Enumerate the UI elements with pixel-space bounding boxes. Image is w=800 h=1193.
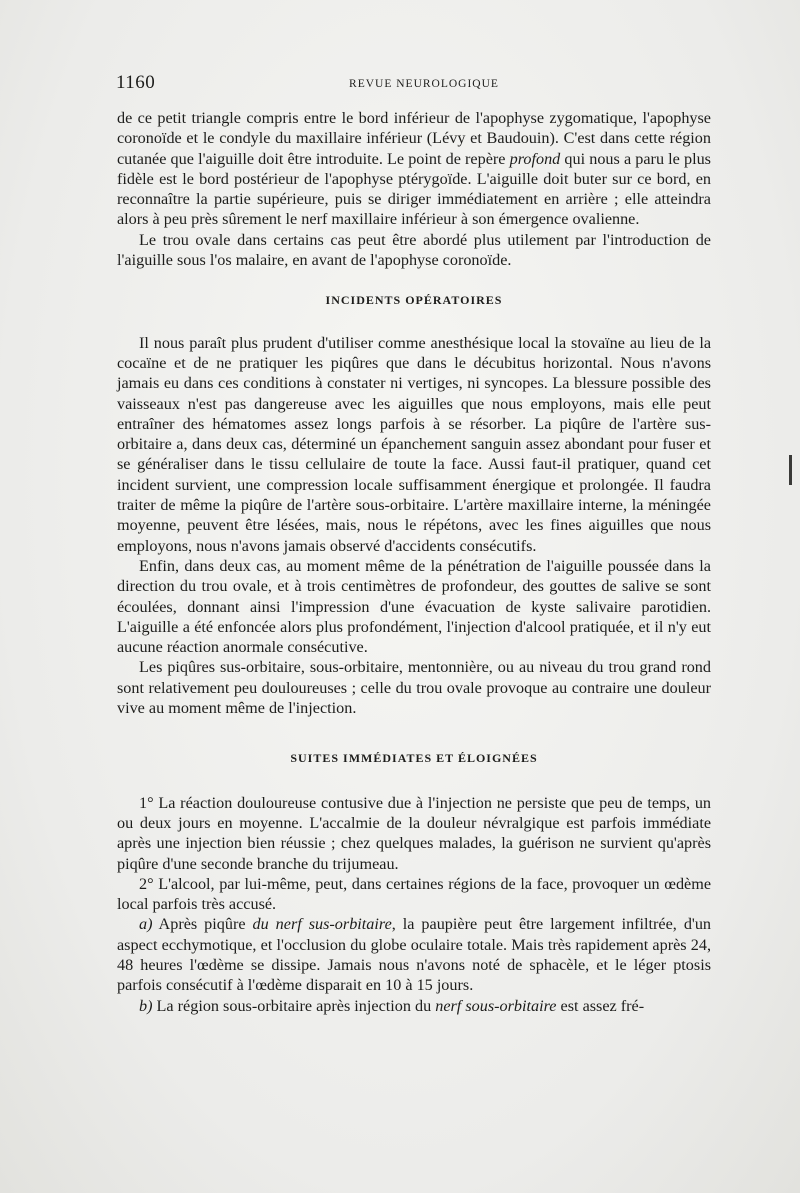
page-header <box>116 72 712 98</box>
paragraph-incidents: Il nous paraît plus prudent d'utiliser comme anesthésique local la stovaïne au lieu de la cocaïne et de ne pratiquer les piqûres que dans le décubitus horizontal. Nous n'avons jamais eu dans ces conditions à constater ni vertiges, ni syncopes. La blessure possible des vaisseaux n'est pas dangereuse avec les aiguilles que nous employons, mais elle peut entraîner des hématomes assez longs parfois à se résorber. La piqûre de l'artère sus-orbitaire a, dans deux cas, déterminé un épanchement sanguin assez abondant pour fuser et se généraliser dans le tissu cellulaire de toute la face. Aussi faut-il pratiquer, quand cet incident survient, une compression locale suffisamment énergique et prolongée. Il faudra traiter de même la piqûre de l'artère sous-orbitaire. L'artère maxillaire interne, la méningée moyenne, peuvent être lésées, mais, nous le répétons, avec les fines aiguilles que nous employons, nous n'avons jamais observé d'accidents consécutifs. <box>117 333 711 555</box>
list-label-b: b) <box>139 996 153 1015</box>
section-heading-incidents: INCIDENTS OPÉRATOIRES <box>325 293 503 308</box>
paragraph-alcool: 2° L'alcool, par lui-même, peut, dans certaines régions de la face, provoquer un œdème local parfois très accusé. <box>117 874 711 914</box>
paragraph-salive: Enfin, dans deux cas, au moment même de la pénétration de l'aiguille poussée dans la direction du trou ovale, et à trois centimètres de profondeur, des gouttes de salive se sont écoulées, donnant ainsi l'impression d'une évacuation de kyste salivaire parotidien. L'aiguille a été enfoncée alors plus profondément, l'injection d'alcool pratiquée, et il n'y eut aucune réaction anormale consécutive. <box>117 556 711 657</box>
emphasis-profond: profond <box>509 149 561 168</box>
page-number: 1160 <box>116 72 156 93</box>
paragraph-continuation: de ce petit triangle compris entre le bord inférieur de l'apophyse zygomatique, l'apophyse coronoïde et le condyle du maxillaire inférieur (Lévy et Baudouin). C'est dans cette région cutanée que l'aiguille doit être introduite. Le point de repère profond qui nous a paru le plus fidèle est le bord postérieur de l'apophyse ptérygoïde. L'aiguille doit buter sur ce bord, en reconnaître la partie supérieure, puis se diriger immédiatement en arrière ; elle atteindra alors à peu près sûrement le nerf maxillaire inférieur à son émergence ovalienne. <box>117 109 711 229</box>
emphasis-nerf-sous-orbitaire: nerf sous-orbitaire <box>435 996 557 1015</box>
paragraph-sus-orbitaire: a) Après piqûre du nerf sus-orbitaire, la paupière peut être largement infiltrée, d'un aspect ecchymotique, et l'occlusion du globe oculaire totale. Mais très rapidement après 24, 48 heures l'œdème se dissipe. Jamais nous n'avons noté de sphacèle, et le léger ptosis parfois consécutif à l'œdème disparait en 10 à 15 jours. <box>117 915 712 995</box>
paragraph-piqures: Les piqûres sus-orbitaire, sous-orbitaire, mentonnière, ou au niveau du trou grand rond sont relativement peu douloureuses ; celle du trou ovale provoque au contraire une douleur vive au moment même de l'injection. <box>117 658 711 718</box>
paragraph-trou-ovale: Le trou ovale dans certains cas peut être abordé plus utilement par l'introduction de l'aiguille sous l'os malaire, en avant de l'apophyse coronoïde. <box>117 230 711 270</box>
running-title: REVUE NEUROLOGIQUE <box>349 78 499 90</box>
page-edge-mark <box>789 455 792 485</box>
paragraph-reaction: 1° La réaction douloureuse contusive due à l'injection ne persiste que peu de temps, un ou deux jours en moyenne. L'accalmie de la douleur névralgique est parfois immédiate après une injection bien réussie ; chez quelques malades, la guérison ne survient qu'après piqûre d'une seconde branche du trijumeau. <box>117 793 711 873</box>
section-heading-suites: SUITES IMMÉDIATES ET ÉLOIGNÉES <box>290 751 538 766</box>
emphasis-nerf-sus-orbitaire: du nerf sus-orbitaire <box>252 915 392 934</box>
list-label-a: a) <box>139 915 153 934</box>
article-body <box>117 108 711 1016</box>
paragraph-sous-orbitaire: b) La région sous-orbitaire après injection du nerf sous-orbitaire est assez fré- <box>139 996 645 1015</box>
